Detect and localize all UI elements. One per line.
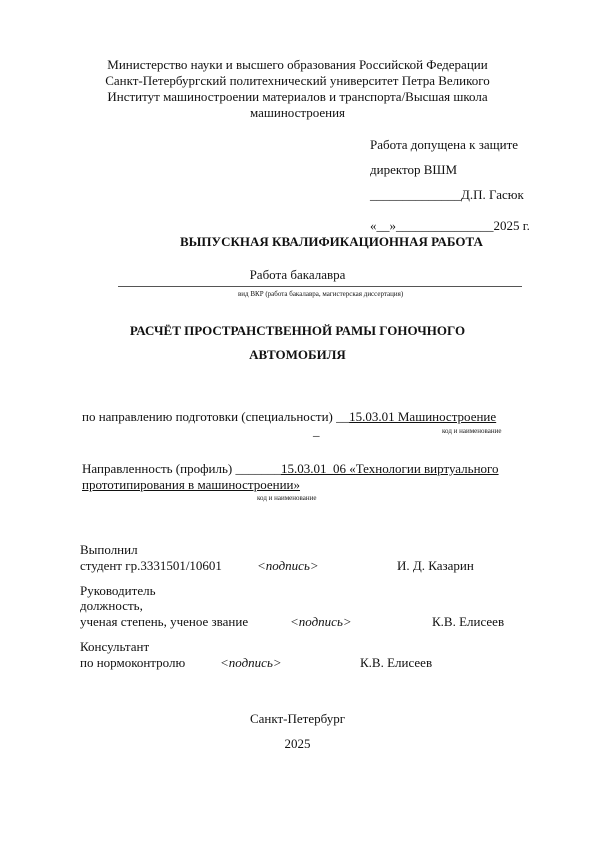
ministry-line: Министерство науки и высшего образования Российской Федерации	[107, 57, 488, 72]
kind-caption: вид ВКР (работа бакалавра, магистерская диссертация)	[238, 290, 404, 298]
thesis-kind: Работа бакалавра	[249, 267, 346, 282]
director-position: директор ВШМ	[370, 162, 458, 177]
director-signature-line: ______________Д.П. Гасюк	[370, 187, 524, 202]
consultant-name: К.В. Елисеев	[360, 655, 433, 670]
direction-row	[82, 409, 496, 425]
thesis-title-line2: АВТОМОБИЛЯ	[249, 347, 346, 362]
performer-label: Выполнил	[80, 542, 138, 557]
approval-date-line: «__»_______________2025 г.	[370, 218, 530, 233]
thesis-type-title: ВЫПУСКНАЯ КВАЛИФИКАЦИОННАЯ РАБОТА	[180, 234, 483, 249]
institute-line: Институт машиностроении материалов и транспорта/Высшая школа	[107, 89, 488, 104]
supervisor-label: Руководитель	[80, 583, 156, 598]
school-line: машиностроения	[249, 105, 346, 120]
university-line: Санкт-Петербургский политехнический университет Петра Великого	[105, 73, 490, 88]
profile-value-line1: 15.03.01_06 «Технологии виртуального	[280, 461, 499, 476]
direction-label: по направлению подготовки (специальности) __	[82, 409, 350, 424]
supervisor-name: К.В. Елисеев	[432, 614, 505, 629]
performer-role: студент гр.3331501/10601	[80, 558, 222, 573]
footer-year: 2025	[284, 736, 311, 751]
performer-name: И. Д. Казарин	[397, 558, 474, 573]
profile-row	[82, 461, 499, 477]
footer-city: Санкт-Петербург	[249, 711, 346, 726]
admitted-text: Работа допущена к защите	[370, 137, 519, 152]
thesis-title-line1: РАСЧЁТ ПРОСТРАНСТВЕННОЙ РАМЫ ГОНОЧНОГО	[129, 323, 466, 338]
consultant-signature: <подпись>	[220, 655, 282, 670]
supervisor-signature: <подпись>	[290, 614, 352, 629]
profile-label: Направленность (профиль) _______	[82, 461, 281, 476]
direction-trail: _	[313, 423, 320, 438]
profile-caption: код и наименование	[257, 494, 317, 502]
supervisor-role1: должность,	[80, 598, 143, 613]
consultant-label: Консультант	[80, 639, 150, 654]
supervisor-role2: ученая степень, ученое звание	[80, 614, 249, 629]
performer-signature: <подпись>	[257, 558, 319, 573]
direction-value: 15.03.01 Машиностроение	[349, 409, 497, 424]
consultant-role: по нормоконтролю	[80, 655, 186, 670]
kind-underline	[118, 286, 522, 287]
direction-caption: код и наименование	[442, 427, 502, 435]
profile-value-line2: прототипирования в машиностроении»	[82, 477, 301, 492]
